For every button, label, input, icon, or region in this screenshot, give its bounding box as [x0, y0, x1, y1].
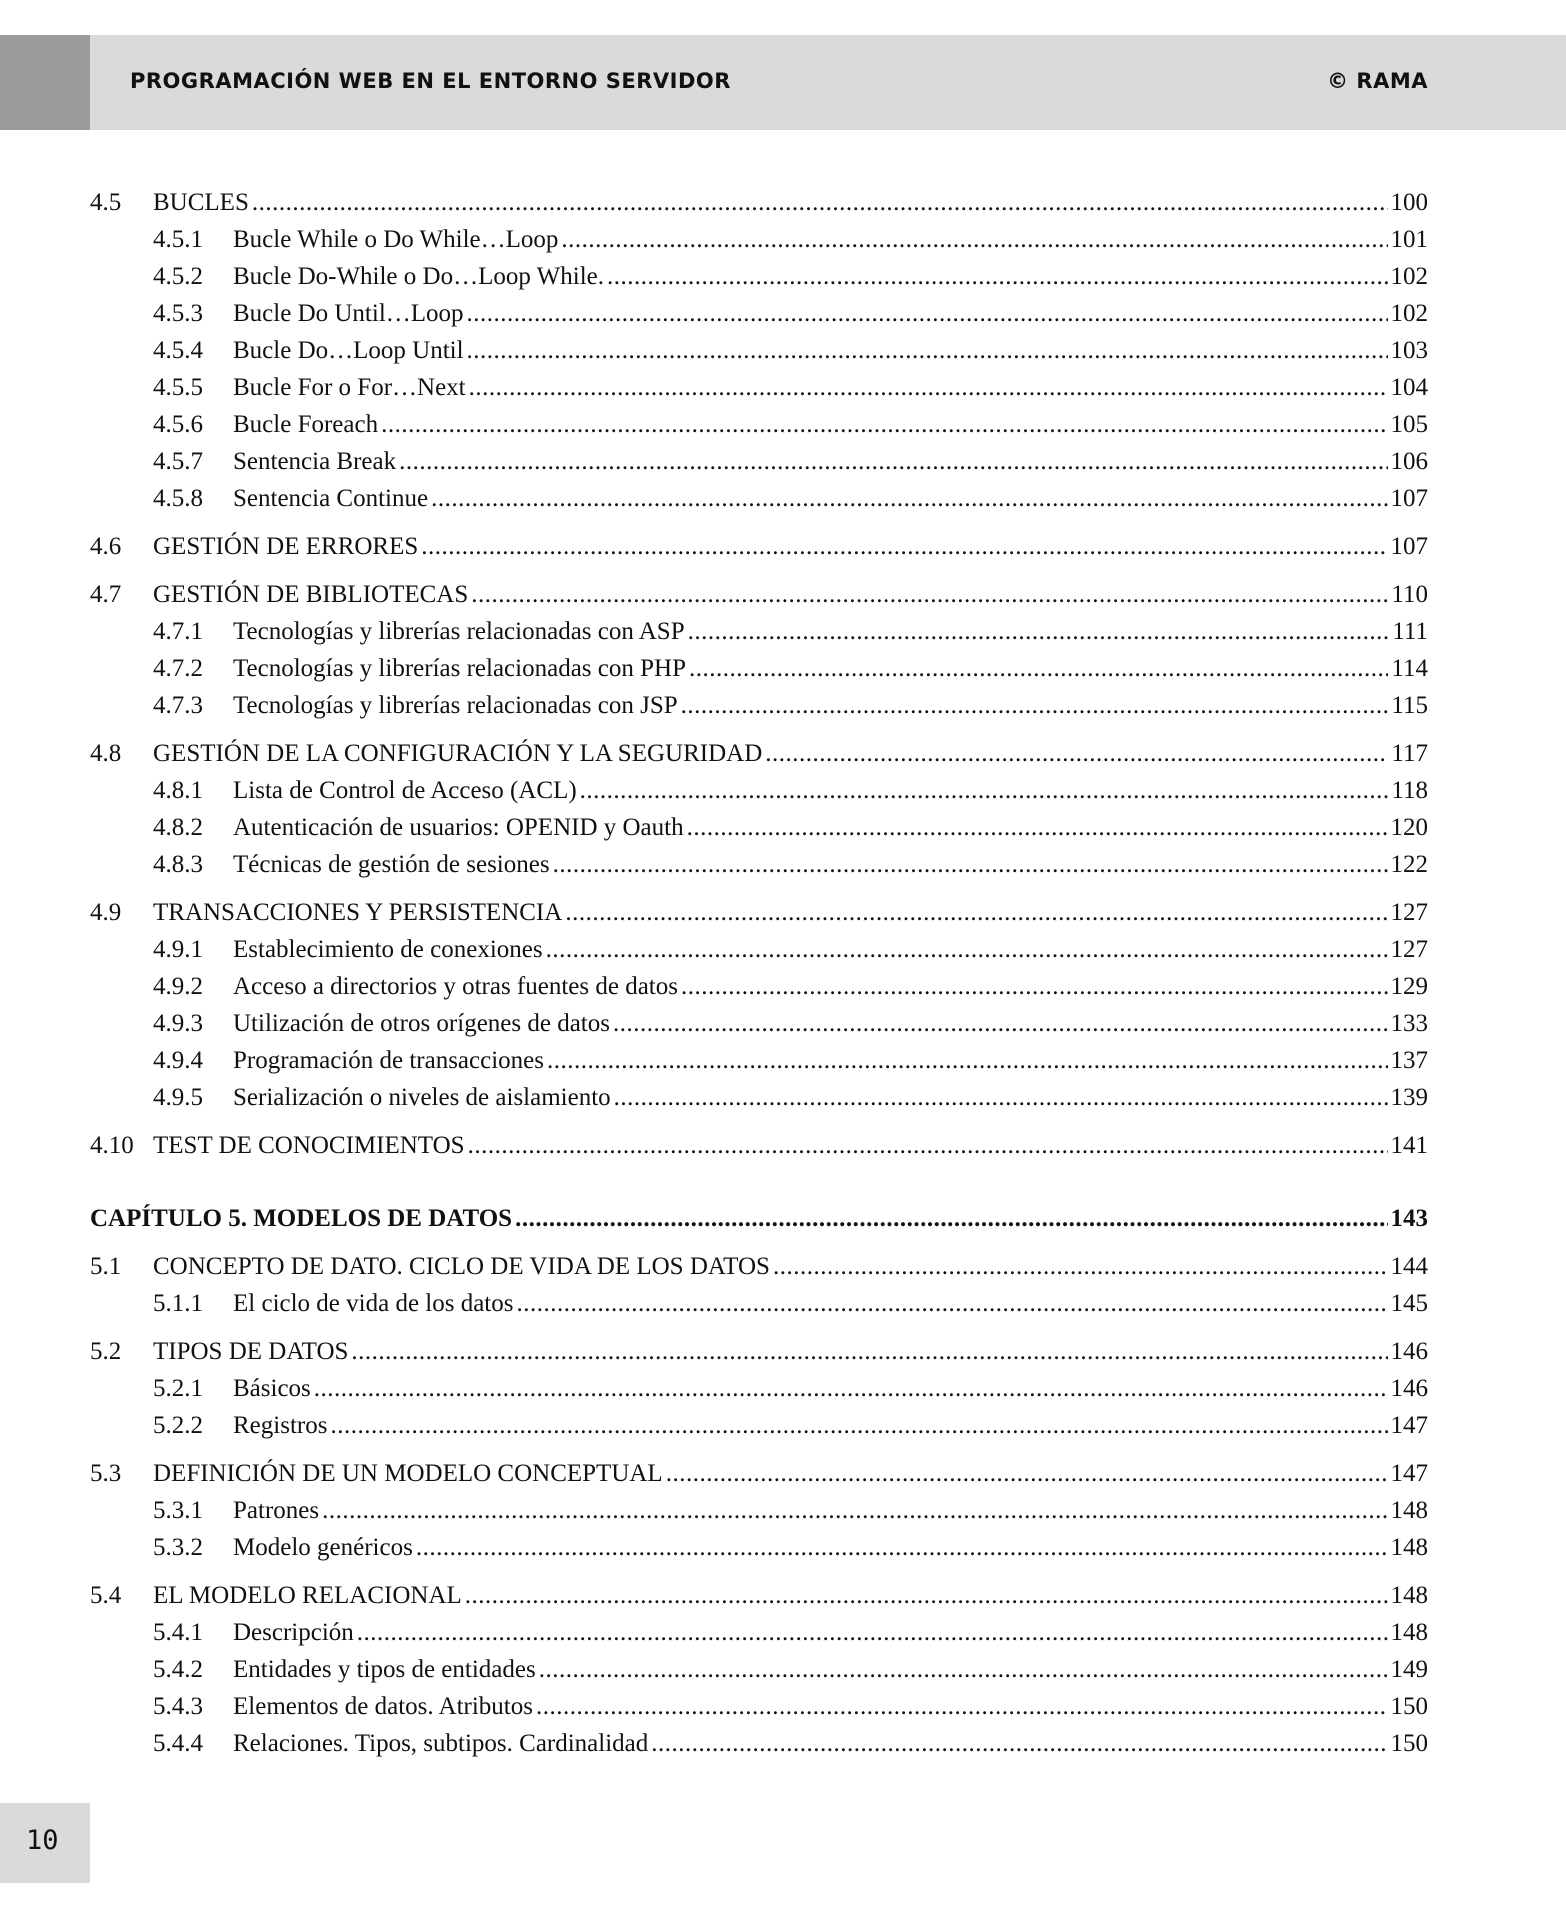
- toc-subsection-entry: [90, 968, 1428, 1005]
- toc-entry-title: DEFINICIÓN DE UN MODELO CONCEPTUAL: [153, 1460, 663, 1487]
- toc-entry-title: Acceso a directorios y otras fuentes de datos: [233, 973, 678, 1000]
- toc-entry-page: 149: [1390, 1656, 1428, 1683]
- toc-dot-leader: [539, 1651, 1388, 1688]
- toc-dot-leader: [467, 295, 1388, 332]
- toc-entry-title: Bucle Foreach: [233, 411, 379, 438]
- toc-entry-number: 4.6: [90, 533, 122, 560]
- toc-entry-page: 103: [1390, 337, 1428, 364]
- toc-dot-leader: [580, 772, 1389, 809]
- toc-subsection-entry: [90, 1725, 1428, 1762]
- toc-entry-title: CAPÍTULO 5. MODELOS DE DATOS: [90, 1205, 513, 1232]
- toc-entry-title: Autenticación de usuarios: OPENID y Oauth: [233, 814, 684, 841]
- toc-entry-number: 4.7.1: [153, 618, 203, 645]
- toc-entry-title: Registros: [233, 1412, 328, 1439]
- toc-dot-leader: [399, 443, 1387, 480]
- toc-entry-title: Establecimiento de conexiones: [233, 936, 543, 963]
- toc-entry-page: 111: [1392, 618, 1428, 645]
- toc-entry-title: Bucle Do…Loop Until: [233, 337, 464, 364]
- toc-dot-leader: [687, 809, 1388, 846]
- toc-entry-page: 118: [1391, 777, 1428, 804]
- toc-dot-leader: [468, 1127, 1388, 1164]
- toc-entry-title: Tecnologías y librerías relacionadas con JSP: [233, 692, 678, 719]
- toc-entry-title: TEST DE CONOCIMIENTOS: [153, 1132, 465, 1159]
- toc-entry-number: 5.3: [90, 1460, 122, 1487]
- toc-dot-leader: [471, 576, 1388, 613]
- toc-entry-page: 147: [1390, 1460, 1428, 1487]
- toc-dot-leader: [416, 1529, 1388, 1566]
- toc-dot-leader: [607, 258, 1388, 295]
- toc-entry-title: Bucle While o Do While…Loop: [233, 226, 559, 253]
- toc-entry-page: 117: [1391, 740, 1428, 767]
- running-header-title: PROGRAMACIÓN WEB EN EL ENTORNO SERVIDOR: [130, 69, 731, 93]
- toc-entry-title: GESTIÓN DE LA CONFIGURACIÓN Y LA SEGURIDAD: [153, 740, 763, 767]
- toc-dot-leader: [773, 1248, 1388, 1285]
- toc-entry-number: 4.5.1: [153, 226, 203, 253]
- toc-dot-leader: [516, 1285, 1387, 1322]
- toc-dot-leader: [681, 687, 1389, 724]
- table-of-contents: [90, 184, 1428, 1762]
- toc-dot-leader: [469, 369, 1388, 406]
- toc-dot-leader: [765, 735, 1388, 772]
- toc-entry-number: 5.4.2: [153, 1656, 203, 1683]
- toc-dot-leader: [565, 894, 1387, 931]
- toc-dot-leader: [561, 221, 1387, 258]
- toc-subsection-entry: [90, 258, 1428, 295]
- toc-dot-leader: [536, 1688, 1388, 1725]
- toc-section-entry: [90, 576, 1428, 613]
- toc-entry-page: 150: [1390, 1693, 1428, 1720]
- toc-subsection-entry: [90, 295, 1428, 332]
- toc-entry-page: 100: [1390, 189, 1428, 216]
- toc-entry-page: 148: [1390, 1619, 1428, 1646]
- toc-entry-title: Entidades y tipos de entidades: [233, 1656, 536, 1683]
- toc-entry-title: Básicos: [233, 1375, 311, 1402]
- toc-dot-leader: [330, 1407, 1387, 1444]
- toc-entry-title: Lista de Control de Acceso (ACL): [233, 777, 577, 804]
- toc-entry-number: 5.2.2: [153, 1412, 203, 1439]
- toc-section-entry: [90, 1248, 1428, 1285]
- toc-subsection-entry: [90, 846, 1428, 883]
- toc-entry-number: 4.8.1: [153, 777, 203, 804]
- toc-dot-leader: [689, 650, 1388, 687]
- toc-subsection-entry: [90, 1079, 1428, 1116]
- toc-entry-page: 141: [1390, 1132, 1428, 1159]
- toc-entry-page: 129: [1390, 973, 1428, 1000]
- toc-entry-page: 114: [1391, 655, 1428, 682]
- toc-subsection-entry: [90, 480, 1428, 517]
- toc-section-entry: [90, 1455, 1428, 1492]
- toc-entry-page: 146: [1390, 1375, 1428, 1402]
- toc-entry-page: 120: [1390, 814, 1428, 841]
- toc-entry-number: 5.4: [90, 1582, 122, 1609]
- toc-section-entry: [90, 1577, 1428, 1614]
- toc-dot-leader: [651, 1725, 1387, 1762]
- toc-entry-page: 107: [1390, 533, 1428, 560]
- toc-entry-title: Serialización o niveles de aislamiento: [233, 1084, 611, 1111]
- toc-entry-title: Utilización de otros orígenes de datos: [233, 1010, 610, 1037]
- toc-entry-number: 5.2.1: [153, 1375, 203, 1402]
- toc-entry-title: Elementos de datos. Atributos: [233, 1693, 533, 1720]
- toc-entry-number: 4.7.3: [153, 692, 203, 719]
- toc-subsection-entry: [90, 369, 1428, 406]
- toc-entry-number: 4.8.3: [153, 851, 203, 878]
- toc-dot-leader: [613, 1005, 1388, 1042]
- toc-section-entry: [90, 184, 1428, 221]
- toc-dot-leader: [351, 1333, 1387, 1370]
- toc-subsection-entry: [90, 1005, 1428, 1042]
- toc-entry-number: 4.5.7: [153, 448, 203, 475]
- toc-subsection-entry: [90, 1614, 1428, 1651]
- toc-chapter-entry: [90, 1200, 1428, 1237]
- toc-entry-title: TIPOS DE DATOS: [153, 1338, 349, 1365]
- toc-entry-page: 150: [1390, 1730, 1428, 1757]
- toc-section-entry: [90, 894, 1428, 931]
- toc-entry-title: Programación de transacciones: [233, 1047, 544, 1074]
- toc-entry-title: Modelo genéricos: [233, 1534, 413, 1561]
- toc-subsection-entry: [90, 1042, 1428, 1079]
- toc-entry-number: 5.4.3: [153, 1693, 203, 1720]
- toc-entry-page: 133: [1390, 1010, 1428, 1037]
- toc-entry-page: 148: [1390, 1497, 1428, 1524]
- toc-entry-page: 104: [1390, 374, 1428, 401]
- toc-entry-number: 4.9.1: [153, 936, 203, 963]
- toc-entry-title: Sentencia Continue: [233, 485, 429, 512]
- toc-subsection-entry: [90, 406, 1428, 443]
- toc-entry-number: 4.5: [90, 189, 122, 216]
- toc-dot-leader: [252, 184, 1388, 221]
- toc-entry-number: 5.4.4: [153, 1730, 203, 1757]
- toc-entry-title: Tecnologías y librerías relacionadas con ASP: [233, 618, 685, 645]
- toc-dot-leader: [547, 1042, 1388, 1079]
- toc-dot-leader: [467, 332, 1388, 369]
- toc-entry-title: Bucle For o For…Next: [233, 374, 466, 401]
- toc-dot-leader: [688, 613, 1390, 650]
- toc-section-entry: [90, 1333, 1428, 1370]
- header-accent-block: [0, 35, 90, 130]
- toc-entry-number: 4.7: [90, 581, 122, 608]
- toc-dot-leader: [666, 1455, 1388, 1492]
- toc-entry-number: 5.4.1: [153, 1619, 203, 1646]
- toc-dot-leader: [381, 406, 1387, 443]
- toc-subsection-entry: [90, 1688, 1428, 1725]
- toc-entry-title: Patrones: [233, 1497, 320, 1524]
- toc-subsection-entry: [90, 931, 1428, 968]
- toc-entry-page: 105: [1390, 411, 1428, 438]
- toc-section-entry: [90, 1127, 1428, 1164]
- toc-entry-page: 102: [1390, 300, 1428, 327]
- toc-entry-number: 4.9.4: [153, 1047, 203, 1074]
- toc-entry-title: GESTIÓN DE BIBLIOTECAS: [153, 581, 469, 608]
- toc-subsection-entry: [90, 1492, 1428, 1529]
- toc-entry-title: CONCEPTO DE DATO. CICLO DE VIDA DE LOS DATOS: [153, 1253, 770, 1280]
- toc-subsection-entry: [90, 1370, 1428, 1407]
- toc-subsection-entry: [90, 613, 1428, 650]
- toc-entry-page: 115: [1391, 692, 1428, 719]
- toc-subsection-entry: [90, 1529, 1428, 1566]
- toc-entry-title: Bucle Do-While o Do…Loop While.: [233, 263, 604, 290]
- toc-entry-title: Técnicas de gestión de sesiones: [233, 851, 550, 878]
- toc-entry-number: 5.3.1: [153, 1497, 203, 1524]
- toc-entry-number: 5.1: [90, 1253, 122, 1280]
- toc-entry-number: 4.9: [90, 899, 122, 926]
- toc-entry-number: 4.5.3: [153, 300, 203, 327]
- toc-entry-page: 101: [1390, 226, 1428, 253]
- toc-entry-number: 4.10: [90, 1132, 134, 1159]
- toc-subsection-entry: [90, 332, 1428, 369]
- toc-subsection-entry: [90, 1651, 1428, 1688]
- toc-entry-page: 147: [1390, 1412, 1428, 1439]
- toc-subsection-entry: [90, 809, 1428, 846]
- toc-entry-page: 148: [1390, 1582, 1428, 1609]
- toc-entry-title: Bucle Do Until…Loop: [233, 300, 464, 327]
- toc-dot-leader: [431, 480, 1387, 517]
- toc-dot-leader: [546, 931, 1388, 968]
- toc-entry-page: 102: [1390, 263, 1428, 290]
- toc-dot-leader: [553, 846, 1388, 883]
- toc-dot-leader: [314, 1370, 1388, 1407]
- toc-entry-page: 110: [1391, 581, 1428, 608]
- toc-entry-number: 4.5.6: [153, 411, 203, 438]
- toc-entry-title: Sentencia Break: [233, 448, 397, 475]
- toc-entry-title: GESTIÓN DE ERRORES: [153, 533, 419, 560]
- toc-dot-leader: [614, 1079, 1388, 1116]
- toc-entry-number: 4.9.5: [153, 1084, 203, 1111]
- toc-entry-title: EL MODELO RELACIONAL: [153, 1582, 462, 1609]
- toc-entry-number: 4.8.2: [153, 814, 203, 841]
- toc-subsection-entry: [90, 687, 1428, 724]
- toc-dot-leader: [681, 968, 1388, 1005]
- toc-entry-number: 4.8: [90, 740, 122, 767]
- toc-entry-page: 139: [1390, 1084, 1428, 1111]
- toc-dot-leader: [465, 1577, 1388, 1614]
- toc-subsection-entry: [90, 443, 1428, 480]
- toc-entry-page: 122: [1390, 851, 1428, 878]
- toc-entry-page: 145: [1390, 1290, 1428, 1317]
- toc-entry-number: 4.5.5: [153, 374, 203, 401]
- toc-section-entry: [90, 735, 1428, 772]
- toc-entry-number: 4.5.2: [153, 263, 203, 290]
- toc-entry-title: Relaciones. Tipos, subtipos. Cardinalidad: [233, 1730, 649, 1757]
- toc-dot-leader: [421, 528, 1387, 565]
- toc-subsection-entry: [90, 1285, 1428, 1322]
- toc-entry-page: 137: [1390, 1047, 1428, 1074]
- toc-dot-leader: [357, 1614, 1388, 1651]
- toc-entry-title: Descripción: [233, 1619, 354, 1646]
- toc-entry-page: 143: [1390, 1205, 1428, 1232]
- toc-dot-leader: [515, 1200, 1387, 1237]
- toc-entry-number: 4.5.4: [153, 337, 203, 364]
- toc-entry-title: Tecnologías y librerías relacionadas con PHP: [233, 655, 686, 682]
- toc-entry-title: TRANSACCIONES Y PERSISTENCIA: [153, 899, 563, 926]
- toc-dot-leader: [322, 1492, 1387, 1529]
- toc-subsection-entry: [90, 1407, 1428, 1444]
- toc-entry-number: 5.3.2: [153, 1534, 203, 1561]
- toc-subsection-entry: [90, 650, 1428, 687]
- toc-entry-page: 148: [1390, 1534, 1428, 1561]
- toc-entry-page: 107: [1390, 485, 1428, 512]
- toc-entry-page: 127: [1390, 936, 1428, 963]
- toc-entry-title: El ciclo de vida de los datos: [233, 1290, 514, 1317]
- running-header-copyright: © RAMA: [1327, 69, 1428, 93]
- toc-subsection-entry: [90, 772, 1428, 809]
- toc-entry-page: 146: [1390, 1338, 1428, 1365]
- toc-entry-number: 5.2: [90, 1338, 122, 1365]
- toc-entry-number: 4.7.2: [153, 655, 203, 682]
- toc-entry-page: 127: [1390, 899, 1428, 926]
- toc-entry-title: BUCLES: [153, 189, 249, 216]
- toc-entry-number: 4.5.8: [153, 485, 203, 512]
- toc-entry-number: 4.9.3: [153, 1010, 203, 1037]
- toc-subsection-entry: [90, 221, 1428, 258]
- toc-entry-page: 144: [1390, 1253, 1428, 1280]
- toc-section-entry: [90, 528, 1428, 565]
- page-number: 10: [26, 1825, 59, 1856]
- toc-entry-number: 5.1.1: [153, 1290, 203, 1317]
- toc-entry-number: 4.9.2: [153, 973, 203, 1000]
- toc-entry-page: 106: [1390, 448, 1428, 475]
